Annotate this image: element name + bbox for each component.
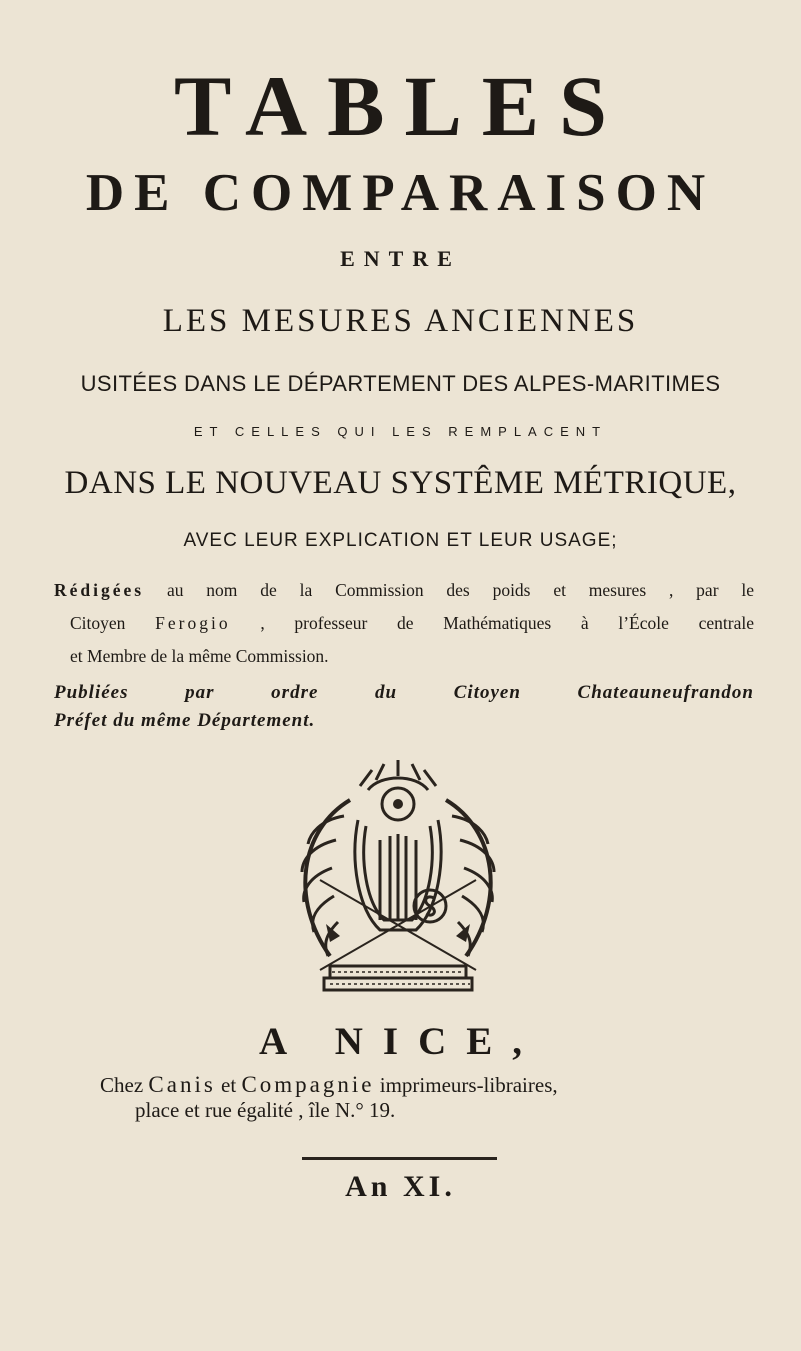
- printer-name: Canis: [148, 1072, 216, 1097]
- redaction-citoyen: Citoyen: [70, 613, 156, 633]
- publication-line-2: Préfet du même Département.: [54, 710, 316, 731]
- imprint-line-2: place et rue égalité , île N.° 19.: [135, 1098, 396, 1122]
- lyre-emblem-icon: [280, 760, 516, 996]
- title-tables: TABLES: [174, 58, 627, 154]
- title-systeme-metrique: DANS LE NOUVEAU SYSTÊME MÉTRIQUE,: [64, 465, 737, 501]
- printer-company: Compagnie: [241, 1072, 375, 1097]
- imprint-et: et: [215, 1073, 242, 1097]
- imprint-line-1: [100, 1072, 700, 1098]
- publication-line-1: Publiées par ordre du Citoyen Chateauneufrandon: [54, 682, 754, 703]
- publication-block: [54, 682, 754, 732]
- title-et-celles: ET CELLES QUI LES REMPLACENT: [193, 424, 608, 439]
- divider-rule: [302, 1157, 497, 1160]
- title-usitees: USITÉES DANS LE DÉPARTEMENT DES ALPES-MARITIMES: [80, 371, 721, 396]
- redaction-lead: Rédigées: [54, 580, 145, 600]
- redaction-paragraph: [54, 574, 754, 673]
- imprint-block: [100, 1072, 700, 1123]
- title-de-comparaison: DE COMPARAISON: [85, 164, 716, 222]
- imprint-city: A NICE,: [258, 1020, 543, 1063]
- redaction-text-1: au nom de la Commission des poids et mesures , par le: [144, 580, 754, 600]
- imprint-text-1: imprimeurs-libraires,: [374, 1073, 558, 1097]
- title-mesures-anciennes: LES MESURES ANCIENNES: [162, 303, 639, 339]
- title-entre: ENTRE: [340, 246, 461, 271]
- author-name: Ferogio: [155, 613, 231, 633]
- redaction-line-3: et Membre de la même Commission.: [70, 646, 329, 666]
- title-explication: AVEC LEUR EXPLICATION ET LEUR USAGE;: [183, 530, 618, 551]
- publication-date: An XI.: [345, 1170, 456, 1203]
- redaction-line-1: [54, 574, 754, 607]
- redaction-line-2: [54, 607, 754, 640]
- imprint-chez: Chez: [100, 1073, 149, 1097]
- redaction-text-2: , professeur de Mathématiques à l’École centrale: [230, 613, 754, 633]
